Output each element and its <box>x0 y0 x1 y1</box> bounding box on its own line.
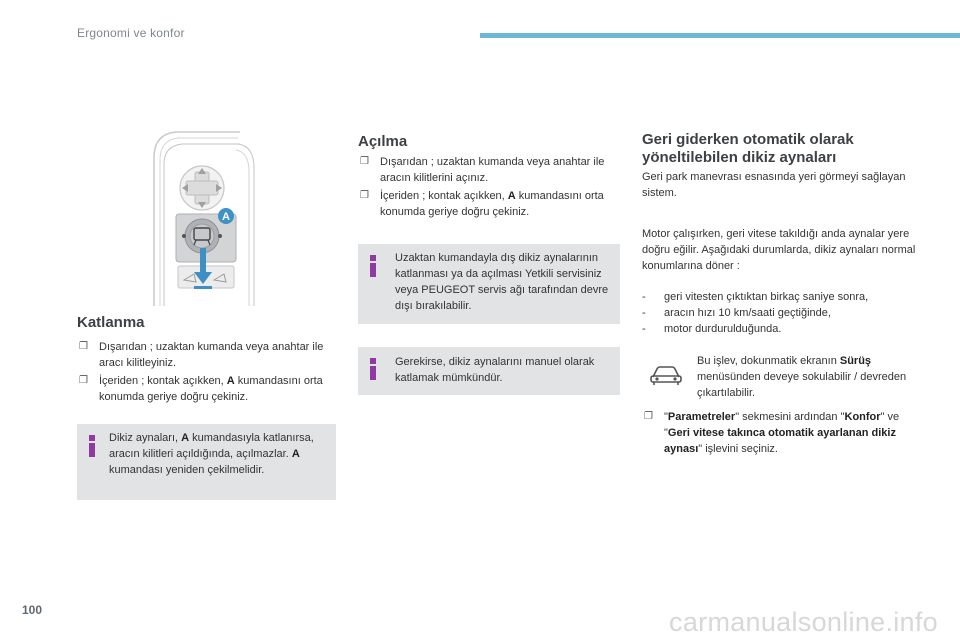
control-label: A <box>507 190 516 202</box>
step-bullet-icon: ❐ <box>79 375 88 386</box>
geri-heading <box>642 131 854 167</box>
note-text: Dikiz aynaları, <box>109 432 182 444</box>
menu-name: Geri vitese takınca otomatik ayarlanan dikiz aynası <box>664 427 896 455</box>
mirror-control-switch-figure <box>150 128 260 306</box>
car-icon <box>649 363 683 387</box>
mirror-control-switch-icon <box>150 128 260 306</box>
step-text: Dışarıdan ; uzaktan kumanda veya anahtar ile aracı kilitleyiniz. <box>99 341 324 369</box>
step-text: " işlevini seçiniz. <box>698 443 778 455</box>
step-text: kumandasını orta konumda geriye doğru çekiniz. <box>380 190 604 218</box>
step-bullet-icon: ❐ <box>644 411 653 422</box>
svg-text:A: A <box>222 211 230 223</box>
menu-name: Parametreler <box>667 411 736 423</box>
list-item-text: aracın hızı 10 km/saati geçtiğinde, <box>664 307 831 319</box>
acilma-heading: Açılma <box>358 133 408 150</box>
section-title: Ergonomi ve konfor <box>77 26 185 40</box>
info-icon <box>89 435 95 457</box>
info-note <box>77 424 336 500</box>
note-text: Gerekirse, dikiz aynalarını manuel olarak katlamak mümkündür. <box>395 356 595 384</box>
geri-steps <box>642 409 912 459</box>
list-item: - geri vitesten çıktıktan birkaç saniye sonra, <box>642 291 869 303</box>
control-label: A <box>181 432 190 444</box>
list-item <box>358 188 628 220</box>
watermark: carmanualsonline.info <box>669 607 938 637</box>
feature-text: menüsünden deveye sokulabilir / devreden çıkartılabilir. <box>697 371 907 399</box>
list-item <box>642 409 912 457</box>
feature-text: Bu işlev, dokunmatik ekranın <box>697 355 840 367</box>
list-item: - motor durdurulduğunda. <box>642 323 782 335</box>
step-text: kumandasını orta konumda geriye doğru çekiniz. <box>99 375 323 403</box>
list-item <box>77 339 342 371</box>
step-text: İçeriden ; kontak açıkken, <box>380 190 508 202</box>
step-bullet-icon: ❐ <box>360 190 369 201</box>
list-item <box>358 154 628 186</box>
step-text: İçeriden ; kontak açıkken, <box>99 375 227 387</box>
note-text: kumandası yeniden çekilmelidir. <box>109 464 265 476</box>
step-bullet-icon: ❐ <box>360 156 369 167</box>
step-bullet-icon: ❐ <box>79 341 88 352</box>
katlanma-heading: Katlanma <box>77 314 145 331</box>
list-item-text: motor durdurulduğunda. <box>664 323 782 335</box>
motor-paragraph: Motor çalışırken, geri vitese takıldığı anda aynalar yere doğru eğilir. Aşağıdaki durumlarda, dikiz aynaları normal konumlarına döner : <box>642 228 916 272</box>
list-item-text: geri vitesten çıktıktan birkaç saniye sonra, <box>664 291 869 303</box>
feature-paragraph <box>697 353 912 401</box>
step-text: " ve " <box>664 411 900 439</box>
info-icon <box>370 255 376 277</box>
list-item: - aracın hızı 10 km/saati geçtiğinde, <box>642 307 831 319</box>
control-label: A <box>291 448 300 460</box>
step-text: Dışarıdan ; uzaktan kumanda veya anahtar ile aracın kilitlerini açınız. <box>380 156 605 184</box>
menu-name: Konfor <box>844 411 881 423</box>
note-text: Uzaktan kumandayla dış dikiz aynalarının katlanması ya da açılması Yetkili servisiniz veya PEUGEOT servis ağı tarafından devre dışı bırakılabilir. <box>395 252 609 312</box>
heading-line: yöneltilebilen dikiz aynaları <box>642 149 837 166</box>
page-number: 100 <box>22 603 43 617</box>
note-text: kumandasıyla katlanırsa, aracın kilitleri açıldığında, açılmazlar. <box>109 432 314 460</box>
list-item <box>77 373 342 405</box>
intro-paragraph: Geri park manevrası esnasında yeri görmeyi sağlayan sistem. <box>642 171 906 199</box>
step-text: " sekmesini ardından " <box>735 411 845 423</box>
control-label: A <box>226 375 235 387</box>
acilma-steps <box>358 154 628 222</box>
header-accent-bar <box>480 33 960 38</box>
step-text: " <box>664 411 668 423</box>
menu-name: Sürüş <box>839 355 872 367</box>
katlanma-steps <box>77 339 342 407</box>
heading-line: Geri giderken otomatik olarak <box>642 131 854 148</box>
info-note <box>358 347 620 395</box>
info-note <box>358 244 620 324</box>
info-icon <box>370 358 376 380</box>
